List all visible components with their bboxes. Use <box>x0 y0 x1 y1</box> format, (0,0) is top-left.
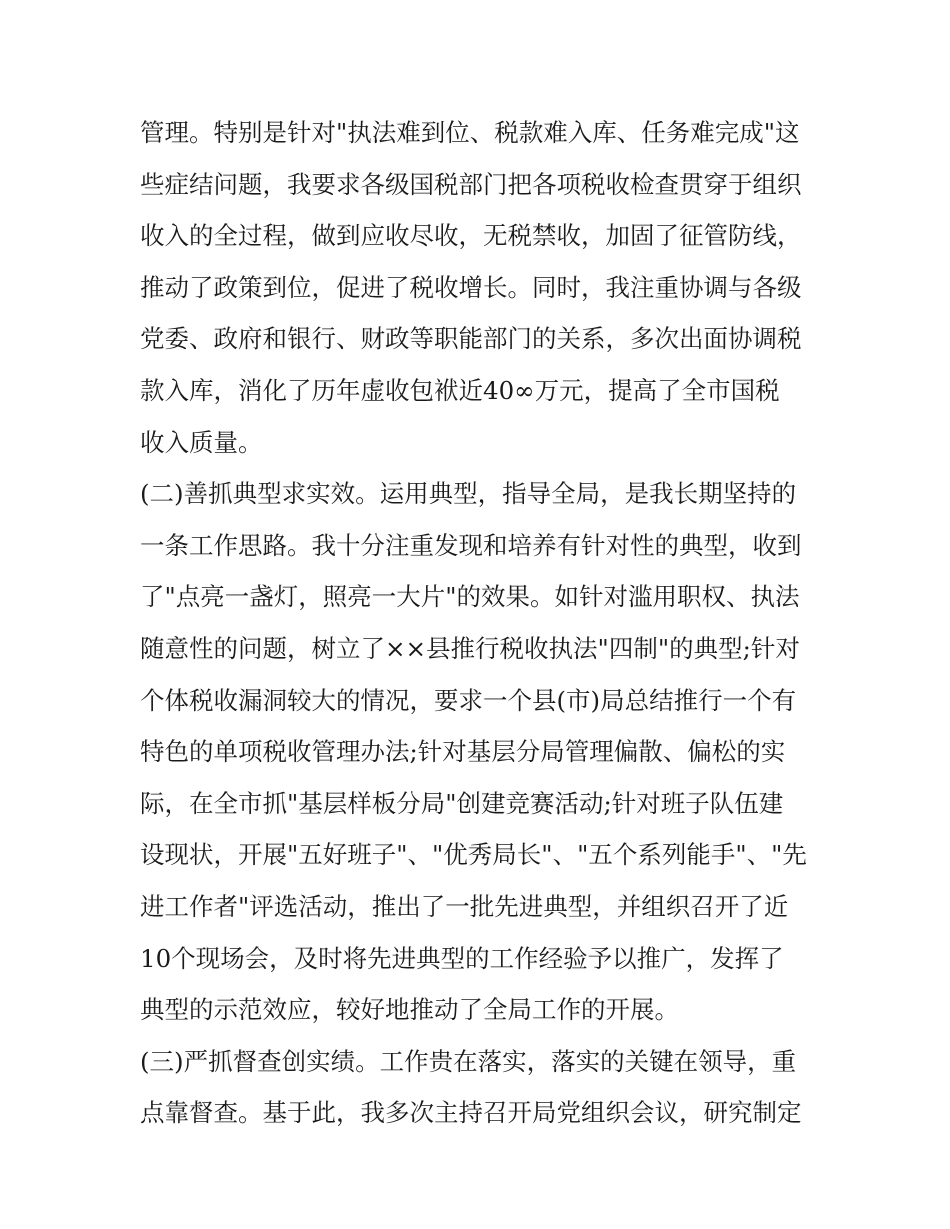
text-line: 10个现场会，及时将先进典型的工作经验予以推广，发挥了 <box>140 943 784 973</box>
text-line: (二)善抓典型求实效。运用典型，指导全局，是我长期坚持的 <box>140 479 797 509</box>
text-line: 管理。特别是针对"执法难到位、税款难入库、任务难完成"这 <box>140 118 800 147</box>
text-line: 一条工作思路。我十分注重发现和培养有针对性的典型，收到 <box>140 530 802 560</box>
text-line: 际，在全市抓"基层样板分局"创建竞赛活动;针对班子队伍建 <box>140 788 784 818</box>
text-line: 推动了政策到位，促进了税收增长。同时，我注重协调与各级 <box>140 272 802 302</box>
text-line: 特色的单项税收管理办法;针对基层分局管理偏散、偏松的实 <box>140 737 786 767</box>
text-line: 随意性的问题，树立了××县推行税收执法"四制"的典型;针对 <box>140 633 800 663</box>
text-line: 点靠督查。基于此，我多次主持召开局党组织会议，研究制定 <box>140 1098 802 1128</box>
text-line: 党委、政府和银行、财政等职能部门的关系，多次出面协调税 <box>140 324 802 354</box>
body-text <box>140 107 820 1139</box>
text-line: 个体税收漏洞较大的情况，要求一个县(市)局总结推行一个有 <box>140 685 797 715</box>
text-line: 收入的全过程，做到应收尽收，无税禁收，加固了征管防线， <box>140 221 802 251</box>
text-line: 了"点亮一盏灯，照亮一大片"的效果。如针对滥用职权、执法 <box>140 582 800 612</box>
text-line: 收入质量。 <box>140 427 263 457</box>
text-line: 设现状，开展"五好班子"、"优秀局长"、"五个系列能手"、"先 <box>140 840 807 870</box>
text-line: 些症结问题，我要求各级国税部门把各项税收检查贯穿于组织 <box>140 169 802 199</box>
text-line: (三)严抓督查创实绩。工作贵在落实，落实的关键在领导，重 <box>140 1046 797 1076</box>
text-line: 进工作者"评选活动，推出了一批先进典型，并组织召开了近 <box>140 891 789 921</box>
text-line: 典型的示范效应，较好地推动了全局工作的开展。 <box>140 995 679 1025</box>
text-line: 款入库，消化了历年虚收包袱近40∞万元，提高了全市国税 <box>140 375 780 405</box>
